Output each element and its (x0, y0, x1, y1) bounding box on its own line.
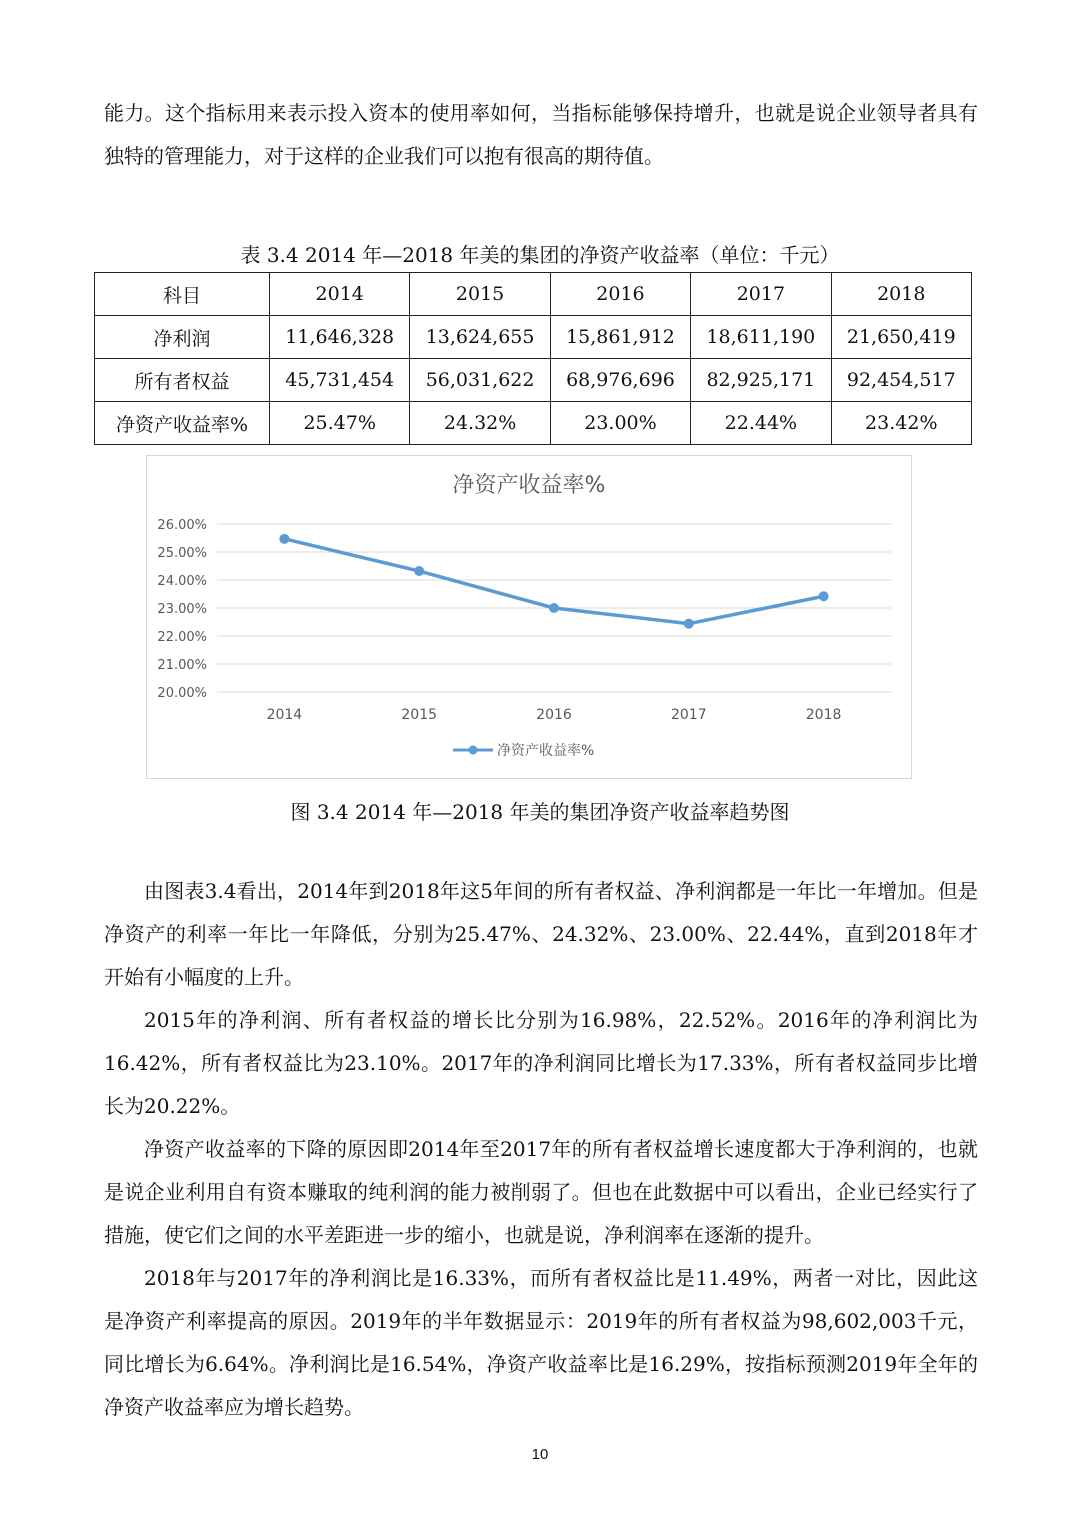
paragraph-analysis-1: 由图表3.4看出，2014年到2018年这5年间的所有者权益、净利润都是一年比一年增加。但是净资产的利率一年比一年降低，分别为25.47%、24.32%、23.00%、22.44%，直到2018年才开始有小幅度的上升。 (104, 879, 978, 989)
table-cell: 25.47% (270, 402, 410, 445)
chart-x-axis (267, 707, 842, 723)
paragraph-analysis-4: 2018年与2017年的净利润比是16.33%，而所有者权益比是11.49%，两者一对比，因此这是净资产利率提高的原因。2019年的半年数据显示：2019年的所有者权益为98,602,003千元，同比增长为6.64%。净利润比是16.54%，净资产收益率比是16.29%，按指标预测2019年全年的净资产收益率应为增长趋势。 (104, 1266, 978, 1419)
x-tick-label: 2014 (266, 707, 303, 723)
table-cell: 45,731,454 (270, 359, 410, 402)
table-cell: 18,611,190 (691, 316, 831, 359)
table-header-cell: 2014 (270, 273, 410, 316)
y-tick-label: 22.00% (157, 630, 207, 645)
paragraph-analysis-3: 净资产收益率的下降的原因即2014年至2017年的所有者权益增长速度都大于净利润的，也就是说企业利用自有资本赚取的纯利润的能力被削弱了。但也在此数据中可以看出，企业已经实行了措施，使它们之间的水平差距进一步的缩小，也就是说，净利润率在逐渐的提升。 (104, 1137, 978, 1247)
chart-series (279, 534, 828, 629)
table-header-cell: 2017 (691, 273, 831, 316)
table-cell: 所有者权益 (95, 359, 270, 402)
paragraph-intro: 能力。这个指标用来表示投入资本的使用率如何，当指标能够保持增升，也就是说企业领导者具有独特的管理能力，对于这样的企业我们可以抱有很高的期待值。 (104, 101, 978, 168)
page-number: 10 (531, 1446, 549, 1463)
x-tick-label: 2018 (805, 707, 842, 723)
table-row (95, 316, 972, 359)
paragraph-analysis-2: 2015年的净利润、所有者权益的增长比分别为16.98%，22.52%。2016年的净利润比为16.42%，所有者权益比为23.10%。2017年的净利润同比增长为17.33%，所有者权益同步比增长为20.22%。 (104, 1008, 978, 1118)
x-tick-label: 2017 (670, 707, 707, 723)
chart-title: 净资产收益率% (452, 473, 606, 498)
data-point (279, 534, 289, 544)
legend-label: 净资产收益率% (497, 743, 595, 759)
table-cell: 净利润 (95, 316, 270, 359)
table-cell: 92,454,517 (831, 359, 971, 402)
table-caption: 表 3.4 2014 年—2018 年美的集团的净资产收益率（单位：千元） (240, 243, 840, 267)
data-point (414, 566, 424, 576)
y-tick-label: 25.00% (157, 546, 207, 561)
y-tick-label: 21.00% (157, 658, 207, 673)
table-cell: 56,031,622 (410, 359, 550, 402)
table-cell: 11,646,328 (270, 316, 410, 359)
table-cell: 21,650,419 (831, 316, 971, 359)
table-cell: 68,976,696 (550, 359, 690, 402)
table-cell: 22.44% (691, 402, 831, 445)
chart-svg (147, 456, 911, 778)
table-row (95, 402, 972, 445)
table-cell: 23.00% (550, 402, 690, 445)
table-header-row (95, 273, 972, 316)
table-header-cell: 2018 (831, 273, 971, 316)
data-point (819, 591, 829, 601)
y-tick-label: 26.00% (157, 518, 207, 533)
table-cell: 82,925,171 (691, 359, 831, 402)
y-tick-label: 20.00% (157, 686, 207, 701)
table-header-cell: 2015 (410, 273, 550, 316)
x-tick-label: 2016 (536, 707, 572, 723)
y-tick-label: 24.00% (157, 574, 207, 589)
table-cell: 15,861,912 (550, 316, 690, 359)
table-cell: 23.42% (831, 402, 971, 445)
data-point (549, 603, 559, 613)
figure-caption: 图 3.4 2014 年—2018 年美的集团净资产收益率趋势图 (290, 800, 790, 824)
x-tick-label: 2015 (401, 707, 438, 723)
roe-line-chart (146, 455, 912, 779)
table-cell: 24.32% (410, 402, 550, 445)
table-cell: 13,624,655 (410, 316, 550, 359)
chart-y-axis (157, 518, 207, 701)
table-header-cell: 2016 (550, 273, 690, 316)
legend-marker (469, 746, 478, 755)
data-point (684, 619, 694, 629)
table-cell: 净资产收益率% (95, 402, 270, 445)
table-row (95, 359, 972, 402)
roe-table (94, 272, 972, 445)
chart-legend (453, 742, 594, 759)
table-header-cell: 科目 (95, 273, 270, 316)
y-tick-label: 23.00% (157, 602, 207, 617)
